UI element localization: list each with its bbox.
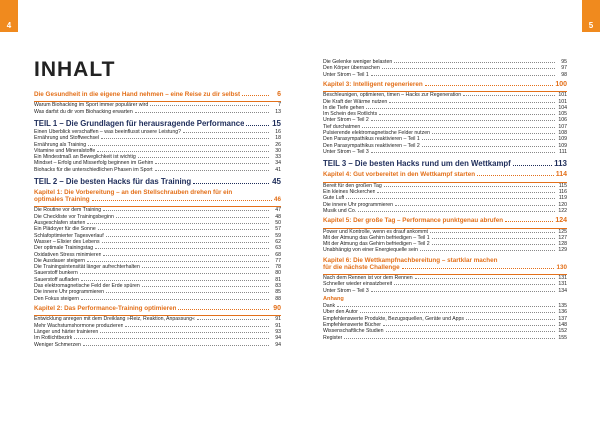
leader-dots — [98, 229, 269, 230]
leader-dots — [92, 200, 272, 201]
toc-entry-page-number: 93 — [275, 328, 281, 335]
toc-entry-title: Unter Strom – Teil 2 — [323, 117, 369, 124]
chapter-title-line: Kapitel 1: Die Vorbereitung – an den Stellschrauben drehen für ein — [34, 189, 233, 197]
toc-entry-title: Die Kraft der Wärme nutzen — [323, 98, 388, 105]
chapter-entry — [323, 81, 567, 88]
chapter-entry-page-number: 124 — [555, 217, 567, 225]
chapter-title-line: optimales Training — [34, 196, 90, 204]
leader-dots — [344, 338, 555, 339]
toc-entry — [323, 72, 567, 78]
toc-entry-title: Die innere Uhr programmieren — [34, 289, 105, 296]
page-number-left: 4 — [0, 0, 18, 32]
toc-entry-title: Die Ausdauer steigern — [34, 257, 86, 264]
toc-entry-title: Oxidativen Stress minimieren — [34, 251, 102, 258]
leader-dots — [382, 68, 555, 69]
leader-dots — [422, 146, 555, 147]
leader-dots — [463, 95, 555, 96]
toc-entry-page-number: 62 — [275, 238, 281, 245]
chapter-entry-page-number: 114 — [555, 171, 567, 179]
chapter-entry — [34, 189, 281, 203]
part-heading-page-number: 15 — [272, 119, 281, 128]
toc-entry — [323, 288, 567, 294]
toc-entry-title: Ernährung und Stoffwechsel — [34, 135, 100, 142]
chapter-entry — [34, 305, 281, 312]
leader-dots — [379, 114, 555, 115]
chapter-title-last-line — [34, 196, 281, 203]
leader-dots — [80, 273, 269, 274]
leader-dots — [425, 85, 554, 86]
leader-dots — [432, 238, 555, 239]
toc-entry-page-number: 108 — [558, 130, 567, 137]
leader-dots — [384, 186, 555, 187]
toc-entry-title: Beschleunigen, optimieren, timen – Hacks zur Regeneration — [323, 92, 462, 99]
toc-entry-page-number: 136 — [558, 309, 567, 316]
leader-dots — [87, 223, 269, 224]
chapter-entry — [34, 91, 281, 98]
toc-entry-page-number: 109 — [558, 142, 567, 149]
toc-entry-title: Empfehlenswerte Produkte, Bezugsquellen, Geräte und Apps — [323, 315, 465, 322]
toc-entry-title: Vitamine und Mineralstoffe — [34, 147, 96, 154]
toc-entry-page-number: 129 — [558, 247, 567, 254]
toc-entry-title: Mit der Atmung das Gehirn befriedigen – Teil 2 — [323, 241, 430, 248]
toc-entry-page-number: 18 — [275, 135, 281, 142]
toc-entry-page-number: 107 — [558, 123, 567, 130]
toc-entry-page-number: 111 — [559, 148, 567, 155]
toc-entry-page-number: 30 — [275, 147, 281, 154]
part-heading-title: TEIL 2 – Die besten Hacks für das Training — [34, 177, 192, 187]
toc-entry-page-number: 91 — [275, 316, 281, 323]
toc-entry-page-number: 135 — [558, 303, 567, 310]
chapter-entry — [323, 217, 567, 224]
toc-entry-page-number: 125 — [558, 228, 567, 235]
toc-entry-page-number: 48 — [275, 213, 281, 220]
chapter-entry-page-number: 6 — [277, 91, 281, 98]
leader-dots — [346, 198, 555, 199]
toc-entry-title: Der optimale Trainingstag — [34, 245, 94, 252]
toc-entry-page-number: 33 — [275, 154, 281, 161]
toc-entry-page-number: 41 — [275, 166, 281, 173]
leader-dots — [197, 319, 269, 320]
toc-entry-title: Tief durchatmen — [323, 123, 361, 130]
toc-entry — [34, 296, 281, 302]
toc-entry-title: Sauerstoff aufladen — [34, 276, 79, 283]
toc-entry-title: Wissenschaftliche Studien — [323, 328, 384, 335]
toc-entry-page-number: 59 — [275, 232, 281, 239]
toc-entry-page-number: 106 — [558, 117, 567, 124]
toc-entry-page-number: 105 — [558, 111, 567, 118]
appendix-heading: Anhang — [323, 296, 344, 303]
chapter-entry-title: Die Gesundheit in die eigene Hand nehmen – eine Reise zu dir selbst — [34, 91, 241, 98]
part-heading-page-number: 45 — [272, 177, 281, 187]
toc-entry-title: Die Gelenke weniger belasten — [323, 59, 393, 65]
toc-entry-page-number: 68 — [275, 251, 281, 258]
leader-dots — [394, 62, 555, 63]
toc-entry-page-number: 13 — [275, 108, 281, 115]
part-heading — [323, 159, 567, 168]
toc-entry-title: Wasser – Elixier des Lebens — [34, 238, 100, 245]
toc-entry-page-number: 88 — [275, 295, 281, 302]
toc-entry-title: Länger und härter trainieren — [34, 328, 99, 335]
leader-dots — [103, 255, 269, 256]
toc-entry-page-number: 63 — [275, 245, 281, 252]
toc-entry-page-number: 47 — [275, 207, 281, 214]
leader-dots — [97, 151, 269, 152]
toc-entry-title: Die Routine vor dem Training — [34, 207, 102, 214]
leader-dots — [246, 125, 269, 126]
toc-entry-page-number: 81 — [275, 276, 281, 283]
leader-dots — [101, 138, 269, 139]
toc-entry-title: Entwicklung anregen mit dem Dreiklang »Reiz, Reaktion, Anpassung« — [34, 316, 195, 323]
toc-entry — [323, 247, 567, 253]
toc-entry-title: Schlafoptimierter Tagesverlauf — [34, 232, 104, 239]
toc-entry-title: Ein Plädoyer für die Sonne — [34, 226, 96, 233]
toc-entry-page-number: 94 — [275, 341, 281, 348]
toc-entry-page-number: 127 — [558, 234, 567, 241]
leader-dots — [81, 280, 269, 281]
part-heading — [34, 177, 281, 186]
toc-entry-page-number: 104 — [558, 104, 567, 111]
toc-entry-title: Nach dem Rennen ist vor dem Rennen — [323, 275, 413, 282]
leader-dots — [432, 133, 555, 134]
toc-entry-title: Ernährung als Training — [34, 141, 87, 148]
toc-entry-page-number: 91 — [275, 322, 281, 329]
toc-entry-title: Mindset – Erfolg und Misserfolg beginnen im Gehirn — [34, 160, 154, 167]
leader-dots — [81, 299, 269, 300]
leader-dots — [371, 152, 555, 153]
toc-entry-page-number: 115 — [558, 182, 567, 189]
chapter-entry-page-number: 90 — [273, 304, 281, 312]
toc-entry-title: Warum Biohacking im Sport immer populärer wird — [34, 102, 149, 109]
leader-dots — [394, 284, 555, 285]
toc-entry-page-number: 101 — [558, 92, 567, 99]
leader-dots — [366, 108, 555, 109]
toc-entry-page-number: 16 — [275, 129, 281, 135]
leader-dots — [100, 332, 269, 333]
chapter-title-last-line — [323, 264, 567, 271]
toc-entry — [323, 208, 567, 214]
toc-entry-page-number: 109 — [558, 136, 567, 143]
leader-dots — [142, 286, 269, 287]
leader-dots — [505, 221, 553, 222]
toc-entry-page-number: 80 — [275, 270, 281, 277]
leader-dots — [74, 338, 269, 339]
leader-dots — [371, 75, 555, 76]
toc-entry-page-number: 134 — [558, 287, 567, 294]
toc-entry-page-number: 101 — [558, 98, 567, 105]
leader-dots — [383, 325, 555, 326]
leader-dots — [103, 210, 269, 211]
toc-entry-page-number: 122 — [558, 207, 567, 214]
toc-entry-title: Die innere Uhr programmieren — [323, 201, 394, 208]
leader-dots — [95, 248, 269, 249]
toc-entry-page-number: 97 — [561, 65, 567, 72]
leader-dots — [420, 250, 555, 251]
toc-entry-page-number: 131 — [558, 281, 567, 288]
toc-entry-title: Sauerstoff bunkern — [34, 270, 78, 277]
leader-dots — [389, 102, 555, 103]
part-heading-title: TEIL 1 – Die Grundlagen für herausragende Performance — [34, 119, 245, 128]
toc-entry-page-number: 155 — [558, 334, 567, 341]
leader-dots — [377, 192, 555, 193]
toc-entry-title: Bereit für den großen Tag — [323, 182, 382, 189]
chapter-page-number: 130 — [556, 263, 567, 271]
chapter-entry-title: Kapitel 5: Der große Tag – Performance punktgenau abrufen — [323, 217, 504, 225]
toc-entry-page-number: 50 — [275, 220, 281, 227]
leader-dots — [83, 345, 269, 346]
toc-entry-page-number: 131 — [558, 275, 567, 282]
toc-entry-page-number: 78 — [275, 264, 281, 271]
toc-entry-title: Power und Kontrolle, wenn es drauf ankommt — [323, 228, 428, 235]
leader-dots — [142, 267, 269, 268]
leader-dots — [402, 268, 555, 269]
toc-entry-page-number: 120 — [558, 201, 567, 208]
leader-dots — [183, 132, 269, 133]
part-heading-page-number: 113 — [554, 159, 567, 169]
toc-entry-page-number: 119 — [558, 195, 567, 202]
toc-entry-title: Unter Strom – Teil 3 — [323, 148, 369, 155]
toc-entry-page-number: 98 — [561, 71, 567, 78]
toc-entry-page-number: 95 — [561, 59, 567, 65]
toc-right — [323, 59, 567, 341]
toc-entry-page-number: 94 — [275, 335, 281, 342]
toc-entry-title: Das elektromagnetische Feld der Erde spüren — [34, 283, 140, 290]
leader-dots — [138, 157, 269, 158]
toc-entry-title: Die Checkliste vor Trainingsbeginn — [34, 213, 114, 220]
toc-entry-title: Register — [323, 334, 343, 341]
toc-entry-title: Unabhängig von einer Energiequelle sein — [323, 247, 418, 254]
right-page — [323, 0, 567, 423]
part-heading — [34, 119, 281, 128]
toc-entry-page-number: 57 — [275, 226, 281, 233]
chapter-entry — [323, 257, 567, 271]
leader-dots — [386, 331, 555, 332]
toc-entry-title: Ein Mindestmaß an Beweglichkeit ist wichtig — [34, 154, 136, 161]
toc-entry-title: Was darfst du dir vom Biohacking erwarten — [34, 108, 133, 115]
leader-dots — [430, 232, 555, 233]
toc-entry-page-number: 116 — [558, 188, 567, 195]
leader-dots — [360, 312, 555, 313]
page-number-right: 5 — [582, 0, 600, 32]
leader-dots — [362, 127, 555, 128]
chapter-entry-page-number: 100 — [555, 80, 567, 88]
toc-entry-title: Biohacks für die unterschiedlichen Phasen im Sport — [34, 166, 153, 173]
toc-entry-page-number: 152 — [558, 328, 567, 335]
leader-dots — [371, 120, 555, 121]
leader-dots — [125, 326, 269, 327]
leader-dots — [155, 163, 269, 164]
leader-dots — [395, 205, 555, 206]
toc-entry-title: Den Parasympathikus reaktivieren – Teil 1 — [323, 136, 420, 143]
leader-dots — [106, 292, 269, 293]
left-page — [34, 0, 281, 423]
part-heading-title: TEIL 3 – Die besten Hacks rund um den Wettkampf — [323, 159, 511, 169]
page-title: INHALT — [34, 58, 116, 81]
leader-dots — [135, 112, 269, 113]
leader-dots — [466, 319, 555, 320]
leader-dots — [371, 291, 555, 292]
chapter-title-line: Kapitel 6: Die Wettkampfnachbereitung – startklar machen — [323, 256, 498, 264]
toc-entry-title: Mit der Atmung das Gehirn befriedigen – Teil 1 — [323, 234, 430, 241]
toc-entry-title: Die Trainingsintensität länger aufrechterhalten — [34, 264, 140, 271]
leader-dots — [102, 242, 269, 243]
toc-entry-title: Empfehlenswerte Bücher — [323, 321, 381, 328]
leader-dots — [193, 183, 269, 184]
toc-entry-title: Unter Strom – Teil 1 — [323, 71, 369, 78]
toc-entry-page-number: 148 — [558, 321, 567, 328]
leader-dots — [358, 211, 555, 212]
toc-entry — [323, 149, 567, 155]
toc-entry-title: In die Tiefe gehen — [323, 104, 365, 111]
leader-dots — [116, 217, 269, 218]
toc-entry — [34, 109, 281, 115]
toc-entry-page-number: 137 — [558, 315, 567, 322]
toc-entry-title: Weniger Schmerzen — [34, 341, 81, 348]
toc-entry — [323, 335, 567, 341]
toc-entry-page-number: 77 — [275, 257, 281, 264]
chapter-title-line: für die nächste Challenge — [323, 263, 400, 271]
toc-entry — [34, 167, 281, 173]
chapter-entry-title: Kapitel 2: Das Performance-Training optimieren — [34, 304, 177, 312]
toc-entry-title: Ein kleines Nickerchen — [323, 188, 376, 195]
leader-dots — [477, 175, 554, 176]
leader-dots — [415, 278, 555, 279]
leader-dots — [155, 170, 269, 171]
leader-dots — [513, 165, 552, 166]
toc-entry-page-number: 85 — [275, 289, 281, 296]
toc-entry-title: Über den Autor — [323, 309, 358, 316]
toc-entry-title: Einen Überblick verschaffen – was beeinflusst unsere Leistung? — [34, 129, 181, 135]
chapter-entry-title: Kapitel 3: Intelligent regenerieren — [323, 80, 423, 88]
toc-entry-page-number: 34 — [275, 160, 281, 167]
toc-entry-title: Schneller wieder einsatzbereit — [323, 281, 393, 288]
toc-entry-title: Unter Strom – Teil 3 — [323, 287, 369, 294]
toc-entry-title: Ausgeschlafen starten — [34, 220, 86, 227]
leader-dots — [337, 306, 555, 307]
toc-entry-page-number: 26 — [275, 141, 281, 148]
leader-dots — [432, 244, 555, 245]
chapter-page-number: 46 — [273, 196, 281, 204]
toc-entry-page-number: 83 — [275, 283, 281, 290]
toc-entry-page-number: 128 — [558, 241, 567, 248]
toc-entry-title: Pulsierende elektromagnetische Felder nutzen — [323, 130, 430, 137]
toc-entry-title: Im Schein des Rotlichts — [323, 111, 378, 118]
toc-left — [34, 88, 281, 348]
toc-entry-title: Den Parasympathikus reaktivieren – Teil 2 — [323, 142, 420, 149]
leader-dots — [150, 105, 269, 106]
toc-entry-title: Musik und Co. — [323, 207, 357, 214]
toc-entry-title: Gute Luft — [323, 195, 345, 202]
toc-entry-page-number: 7 — [278, 102, 281, 109]
chapter-entry-title: Kapitel 4: Gut vorbereitet in den Wettkampf starten — [323, 171, 476, 179]
toc-entry-title: Im Rotlichtbezirk — [34, 335, 73, 342]
leader-dots — [88, 145, 269, 146]
toc-entry-title: Den Fokus steigern — [34, 295, 79, 302]
leader-dots — [422, 139, 555, 140]
toc-entry — [34, 342, 281, 348]
toc-entry-title: Den Körper überraschen — [323, 65, 380, 72]
leader-dots — [178, 309, 269, 310]
leader-dots — [242, 95, 269, 96]
leader-dots — [106, 236, 269, 237]
toc-entry-title: Mehr Wachstumshormone produzieren — [34, 322, 124, 329]
chapter-entry — [323, 171, 567, 178]
leader-dots — [87, 261, 269, 262]
toc-entry-title: Dank — [323, 303, 336, 310]
